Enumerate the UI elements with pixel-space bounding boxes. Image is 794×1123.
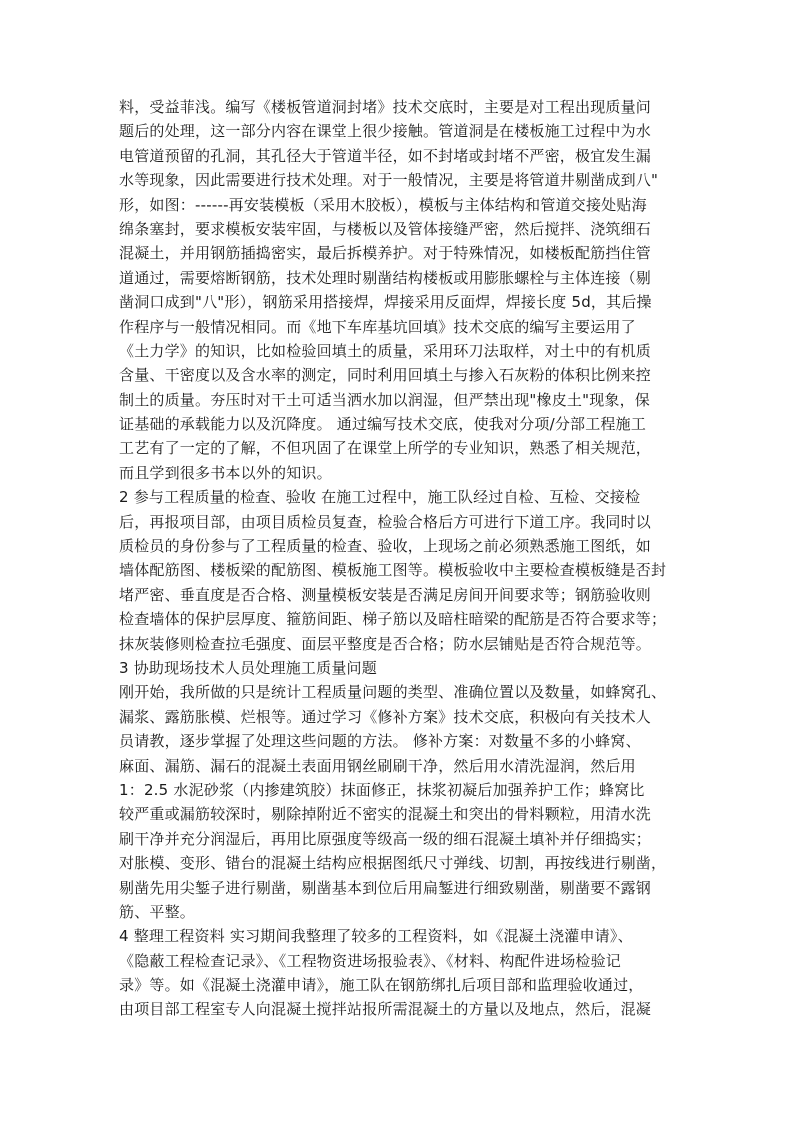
text-line: 对胀模、变形、错台的混凝土结构应根据图纸尺寸弹线、切割，再按线进行剔凿， xyxy=(119,854,667,873)
text-line: 筋、平整。 xyxy=(119,902,196,921)
text-line: 质检员的身份参与了工程质量的检查、验收，上现场之前必须熟悉施工图纸，如 xyxy=(119,537,652,556)
text-line: 电管道预留的孔洞，其孔径大于管道半径，如不封堵或封堵不严密，极宜发生漏 xyxy=(119,146,652,165)
text-line: 漏浆、露筋胀模、烂根等。通过学习《修补方案》技术交底，积极向有关技术人 xyxy=(119,707,652,726)
text-line: 3 协助现场技术人员处理施工质量问题 xyxy=(119,658,377,677)
text-line: 录》等。如《混凝土浇灌申请》，施工队在钢筋绑扎后项目部和监理验收通过， xyxy=(119,976,644,995)
text-line: 而且学到很多书本以外的知识。 xyxy=(119,463,332,482)
text-line: 证基础的承载能力以及沉降度。 通过编写技术交底，使我对分项/分部工程施工 xyxy=(119,415,647,434)
body-text xyxy=(119,95,689,1022)
text-line: 凿洞口成到"八"形），钢筋采用搭接焊，焊接采用反面焊，焊接长度 5d，其后操 xyxy=(119,293,652,312)
text-line: 混凝土，并用钢筋插捣密实，最后拆模养护。对于特殊情况，如楼板配筋挡住管 xyxy=(119,244,652,263)
text-line: 抹灰装修则检查拉毛强度、面层平整度是否合格；防水层铺贴是否符合规范等。 xyxy=(119,634,652,653)
text-line: 麻面、漏筋、漏石的混凝土表面用钢丝刷刷干净，然后用水清洗湿润，然后用 xyxy=(119,756,636,775)
text-line: 作程序与一般情况相同。而《地下车库基坑回填》技术交底的编写主要运用了 xyxy=(119,317,636,336)
text-line: 2 参与工程质量的检查、验收 在施工过程中，施工队经过自检、互检、交接检 xyxy=(119,488,641,507)
text-line: 员请教，逐步掌握了处理这些问题的方法。 修补方案：对数量不多的小蜂窝、 xyxy=(119,732,641,751)
text-line: 《隐蔽工程检查记录》、《工程物资进场报验表》、《材料、构配件进场检验记 xyxy=(119,951,622,970)
text-line: 墙体配筋图、楼板梁的配筋图、模板施工图等。模板验收中主要检查模板缝是否封 xyxy=(119,561,667,580)
text-line: 绵条塞封，要求模板安装牢固，与楼板以及管体接缝严密，然后搅拌、浇筑细石 xyxy=(119,219,652,238)
text-line: 《土力学》的知识，比如检验回填土的质量，采用环刀法取样，对土中的有机质 xyxy=(119,341,652,360)
text-line: 料，受益菲浅。编写《楼板管道洞封堵》技术交底时，主要是对工程出现质量问 xyxy=(119,98,652,116)
text-line: 1：2.5 水泥砂浆（内掺建筑胶）抹面修正，抹浆初凝后加强养护工作；蜂窝比 xyxy=(119,780,645,799)
text-line: 题后的处理，这一部分内容在课堂上很少接触。管道洞是在楼板施工过程中为水 xyxy=(119,122,652,141)
text-line: 4 整理工程资料 实习期间我整理了较多的工程资料，如《混凝土浇灌申请》、 xyxy=(119,927,633,946)
text-line: 堵严密、垂直度是否合格、测量模板安装是否满足房间开间要求等；钢筋验收则 xyxy=(119,585,652,604)
text-line: 由项目部工程室专人向混凝土搅拌站报所需混凝土的方量以及地点，然后，混凝 xyxy=(119,1000,652,1019)
text-line: 后，再报项目部，由项目质检员复查，检验合格后方可进行下道工序。我同时以 xyxy=(119,512,652,531)
text-line: 较严重或漏筋较深时，剔除掉附近不密实的混凝土和突出的骨料颗粒，用清水洗 xyxy=(119,805,652,824)
text-line: 水等现象，因此需要进行技术处理。对于一般情况，主要是将管道井剔凿成到八" xyxy=(119,171,659,190)
text-line: 刚开始，我所做的只是统计工程质量问题的类型、准确位置以及数量，如蜂窝孔、 xyxy=(119,683,667,702)
text-line: 工艺有了一定的了解，不但巩固了在课堂上所学的专业知识，熟悉了相关规范， xyxy=(119,439,652,458)
text-line: 检查墙体的保护层厚度、箍筋间距、梯子筋以及暗柱暗梁的配筋是否符合要求等； xyxy=(119,610,667,629)
text-line: 形，如图：------再安装模板（采用木胶板），模板与主体结构和管道交接处贴海 xyxy=(119,195,647,214)
text-line: 剔凿先用尖錾子进行剔凿，剔凿基本到位后用扁錾进行细致剔凿，剔凿要不露钢 xyxy=(119,878,652,897)
text-line: 制土的质量。夯压时对干土可适当洒水加以润湿，但严禁出现"橡皮土"现象，保 xyxy=(119,390,651,409)
text-line: 道通过，需要熔断钢筋，技术处理时剔凿结构楼板或用膨胀螺栓与主体连接（剔 xyxy=(119,268,652,287)
text-line: 含量、干密度以及含水率的测定，同时利用回填土与掺入石灰粉的体积比例来控 xyxy=(119,366,652,385)
text-line: 刷干净并充分润湿后，再用比原强度等级高一级的细石混凝土填补并仔细捣实； xyxy=(119,829,652,848)
